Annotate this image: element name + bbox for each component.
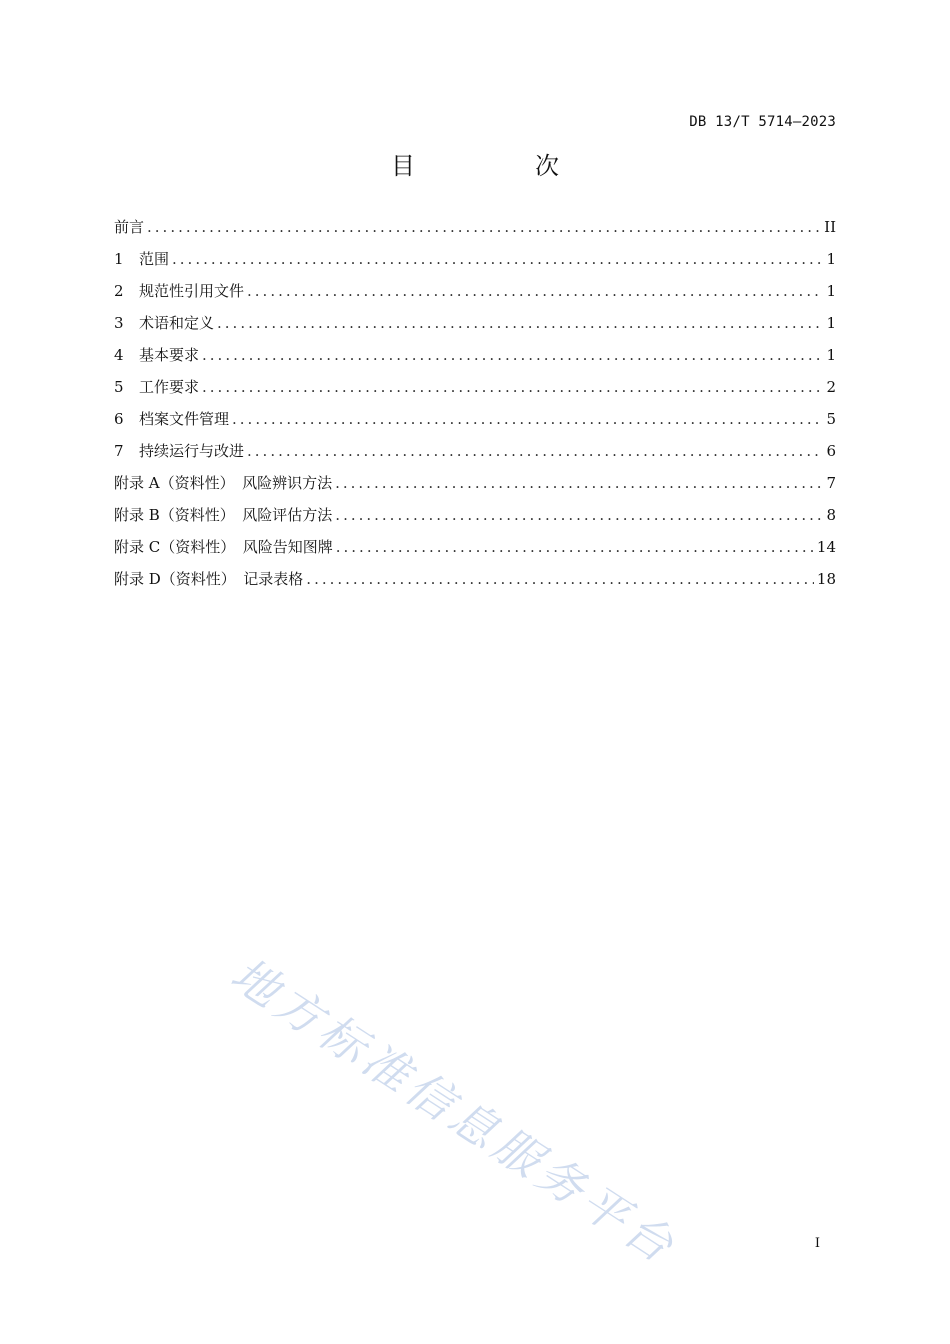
toc-entry-foreword[interactable] (114, 216, 836, 248)
toc-section-number: 1 (114, 250, 124, 268)
toc-entry-normative-references[interactable] (114, 280, 836, 312)
toc-label: 附录 B（资料性） 风险评估方法 (114, 506, 333, 524)
toc-entry-terms-definitions[interactable] (114, 312, 836, 344)
page-title: 目 次 (391, 152, 607, 180)
toc-leader-dots (202, 378, 823, 396)
toc-leader-dots (247, 442, 823, 460)
toc-leader-dots (147, 218, 821, 236)
toc-label: 工作要求 (139, 378, 200, 396)
toc-label: 档案文件管理 (139, 410, 230, 428)
toc-section-number: 3 (114, 314, 124, 332)
toc-label: 附录 D（资料性） 记录表格 (114, 570, 304, 588)
toc-page-number: 14 (816, 538, 836, 556)
standard-code: DB 13/T 5714—2023 (689, 114, 836, 130)
toc-label: 术语和定义 (139, 314, 215, 332)
toc-page-number: 18 (816, 570, 836, 588)
toc-page-number: 1 (826, 346, 836, 364)
toc-entry-archive-management[interactable] (114, 408, 836, 440)
toc-entry-continuous-improvement[interactable] (114, 440, 836, 472)
table-of-contents (114, 216, 836, 600)
toc-page-number: 7 (826, 474, 836, 492)
toc-entry-basic-requirements[interactable] (114, 344, 836, 376)
toc-leader-dots (202, 346, 823, 364)
toc-page-number: 6 (826, 442, 836, 460)
toc-entry-appendix-b[interactable] (114, 504, 836, 536)
toc-section-number: 7 (114, 442, 124, 460)
toc-section-number: 5 (114, 378, 124, 396)
toc-label: 前言 (114, 218, 145, 236)
toc-leader-dots (247, 282, 823, 300)
toc-page-number: 8 (826, 506, 836, 524)
toc-leader-dots (232, 410, 823, 428)
toc-label: 规范性引用文件 (139, 282, 245, 300)
toc-label: 持续运行与改进 (139, 442, 245, 460)
toc-page-number: 2 (826, 378, 836, 396)
toc-entry-appendix-c[interactable] (114, 536, 836, 568)
toc-leader-dots (172, 250, 823, 268)
toc-label: 基本要求 (139, 346, 200, 364)
toc-page-number: II (824, 218, 836, 236)
toc-entry-appendix-a[interactable] (114, 472, 836, 504)
toc-page-number: 1 (826, 250, 836, 268)
toc-leader-dots (306, 570, 814, 588)
page-number: I (814, 1236, 820, 1251)
toc-label: 附录 C（资料性） 风险告知图牌 (114, 538, 333, 556)
toc-label: 范围 (139, 250, 170, 268)
toc-leader-dots (336, 538, 814, 556)
toc-section-number: 6 (114, 410, 124, 428)
toc-leader-dots (335, 506, 823, 524)
watermark: 地方标准信息服务平台 (221, 946, 688, 1276)
toc-page-number: 5 (826, 410, 836, 428)
toc-leader-dots (217, 314, 823, 332)
toc-page-number: 1 (826, 314, 836, 332)
toc-label: 附录 A（资料性） 风险辨识方法 (114, 474, 333, 492)
toc-entry-appendix-d[interactable] (114, 568, 836, 600)
toc-section-number: 4 (114, 346, 124, 364)
toc-entry-work-requirements[interactable] (114, 376, 836, 408)
toc-page-number: 1 (826, 282, 836, 300)
toc-section-number: 2 (114, 282, 124, 300)
toc-leader-dots (335, 474, 823, 492)
toc-entry-scope[interactable] (114, 248, 836, 280)
